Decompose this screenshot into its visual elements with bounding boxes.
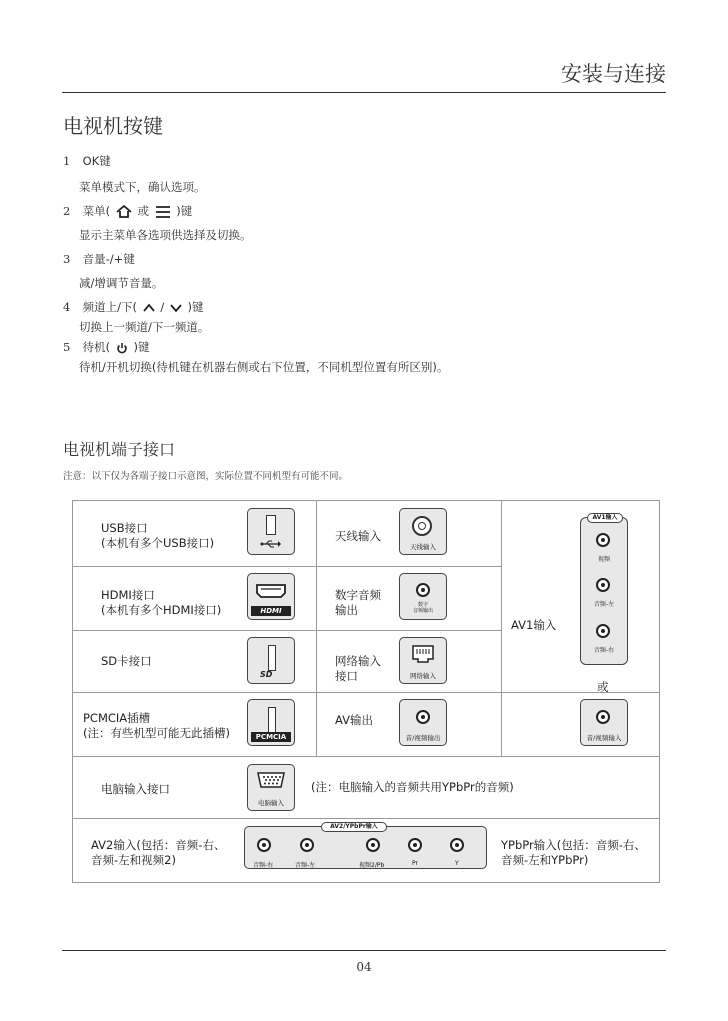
item-description: 待机/开机切换(待机键在机器右侧或右下位置，不同机型位置有所区别)。 [79, 360, 449, 374]
ypbpr-label: YPbPr输入(包括：音频-右、 音频-左和YPbPr) [501, 838, 646, 867]
row-divider [73, 566, 501, 567]
sd-label: SD卡接口 [101, 654, 152, 668]
item-description: 菜单模式下，确认选项。 [79, 180, 206, 194]
button-item-menu [63, 203, 192, 219]
network-caption: 网络输入 [410, 672, 436, 680]
usb-symbol-icon [260, 539, 282, 549]
col-divider [501, 501, 502, 756]
item-number: 4 [63, 300, 71, 314]
power-icon [116, 342, 128, 354]
rj45-icon [411, 644, 435, 664]
usb-port-icon [247, 508, 295, 555]
hdmi-port-icon [247, 573, 295, 620]
pcmcia-label: PCMCIA插槽 (注：有些机型可能无此插槽) [83, 711, 230, 740]
page-number: 04 [356, 960, 372, 974]
av-input-alt-icon [580, 699, 628, 746]
item-number: 2 [63, 204, 71, 218]
av1-panel-tag: AV1输入 [587, 513, 623, 523]
digital-audio-label: 数字音频 输出 [335, 588, 381, 617]
antenna-label: 天线输入 [335, 529, 381, 543]
av-out-label: AV输出 [335, 713, 373, 727]
pcmcia-port-icon [247, 699, 295, 746]
item-number: 3 [63, 252, 71, 266]
av-input-alt-caption: 音/视频输入 [586, 734, 622, 742]
coax-jack-icon [416, 583, 430, 597]
pc-input-caption: 电脑输入 [258, 799, 284, 807]
usb-label: USB接口 (本机有多个USB接口) [101, 521, 215, 550]
chevron-down-icon [170, 302, 182, 314]
hdmi-shape-icon [255, 583, 287, 599]
av2-panel-tag: AV2/YPbPr输入 [321, 822, 387, 832]
section-title-ports: 电视机端子接口 [63, 440, 176, 459]
button-item-standby [63, 339, 149, 355]
ports-note: 注意：以下仅为各端子接口示意图，实际位置不同机型有可能不同。 [63, 471, 349, 482]
item-label-post: )键 [187, 300, 204, 314]
chapter-title: 安装与连接 [561, 62, 666, 86]
item-label-pre: 待机( [82, 340, 111, 354]
av2-audio-left-jack-icon [300, 838, 314, 852]
item-description: 显示主菜单各选项供选择及切换。 [79, 228, 252, 242]
y-jack-icon [450, 838, 464, 852]
item-label-pre: 频道上/下( [82, 300, 138, 314]
pr-jack-icon [408, 838, 422, 852]
section-title-buttons: 电视机按键 [63, 114, 163, 138]
row-divider [73, 692, 659, 693]
item-number: 5 [63, 340, 71, 354]
av1-panel [580, 514, 628, 665]
av2-jack-label: 音频-右 [253, 862, 274, 869]
item-label-mid: / [160, 300, 165, 314]
av2-video-pb-jack-icon [366, 838, 380, 852]
av-out-jack-icon [416, 710, 430, 724]
button-item-channel [63, 299, 204, 315]
av1-label: AV1输入 [511, 618, 557, 632]
av2-audio-right-jack-icon [257, 838, 271, 852]
row-divider [73, 630, 501, 631]
item-description: 减/增调节音量。 [79, 276, 164, 290]
sd-logo: SD [260, 670, 273, 679]
video-jack-icon [596, 533, 610, 547]
ports-table [72, 500, 660, 883]
chevron-up-icon [143, 302, 155, 314]
av2-jack-label: 视频2/Pb [359, 862, 385, 869]
av2-label: AV2输入(包括：音频-右、 音频-左和视频2) [91, 838, 226, 867]
network-label: 网络输入 接口 [335, 654, 381, 683]
item-label-post: )键 [133, 340, 150, 354]
av1-video-caption: 视频 [597, 556, 610, 563]
item-description: 切换上一频道/下一频道。 [79, 320, 210, 334]
col-divider [316, 501, 317, 756]
sd-port-icon [247, 637, 295, 684]
av2-jack-label: 音频-左 [295, 862, 316, 869]
home-icon [116, 205, 132, 219]
header-rule [62, 92, 666, 93]
pcmcia-logo: PCMCIA [251, 732, 291, 742]
av2-ypbpr-panel [244, 823, 487, 869]
item-label-pre: 菜单( [82, 204, 111, 218]
av-out-port-icon [399, 699, 447, 746]
item-label: OK键 [82, 154, 111, 168]
av1-audio-right-caption: 音频-右 [593, 647, 615, 654]
antenna-port-icon [399, 508, 447, 555]
item-label-post: )键 [176, 204, 193, 218]
button-item-ok [63, 153, 111, 169]
av2-jack-label: Pr [412, 860, 418, 867]
row-divider [73, 756, 659, 757]
av1-or: 或 [597, 680, 609, 694]
av2-jack-label: Y [455, 860, 459, 867]
button-item-volume [63, 251, 135, 267]
menu-lines-icon [155, 205, 171, 219]
av-jack-icon [596, 710, 610, 724]
network-port-icon [399, 637, 447, 684]
audio-right-jack-icon [596, 624, 610, 638]
footer-rule [62, 950, 666, 951]
row-divider [73, 818, 659, 819]
item-number: 1 [63, 154, 71, 168]
vga-port-icon [247, 764, 295, 811]
av-out-caption: 音/视频输出 [405, 734, 441, 742]
hdmi-logo: HDMI [251, 606, 291, 616]
item-label: 音量-/+键 [82, 252, 135, 266]
pc-input-label: 电脑输入接口 [101, 782, 170, 796]
av1-audio-left-caption: 音频-左 [593, 601, 615, 608]
digital-audio-caption: 数字 音频输出 [412, 602, 433, 614]
item-label-mid: 或 [137, 204, 149, 218]
audio-left-jack-icon [596, 578, 610, 592]
vga-connector-icon [257, 771, 285, 789]
hdmi-label: HDMI接口 (本机有多个HDMI接口) [101, 588, 222, 617]
pc-audio-note: (注：电脑输入的音频共用YPbPr的音频) [311, 780, 514, 794]
antenna-caption: 天线输入 [410, 543, 436, 551]
digital-audio-port-icon [399, 573, 447, 620]
